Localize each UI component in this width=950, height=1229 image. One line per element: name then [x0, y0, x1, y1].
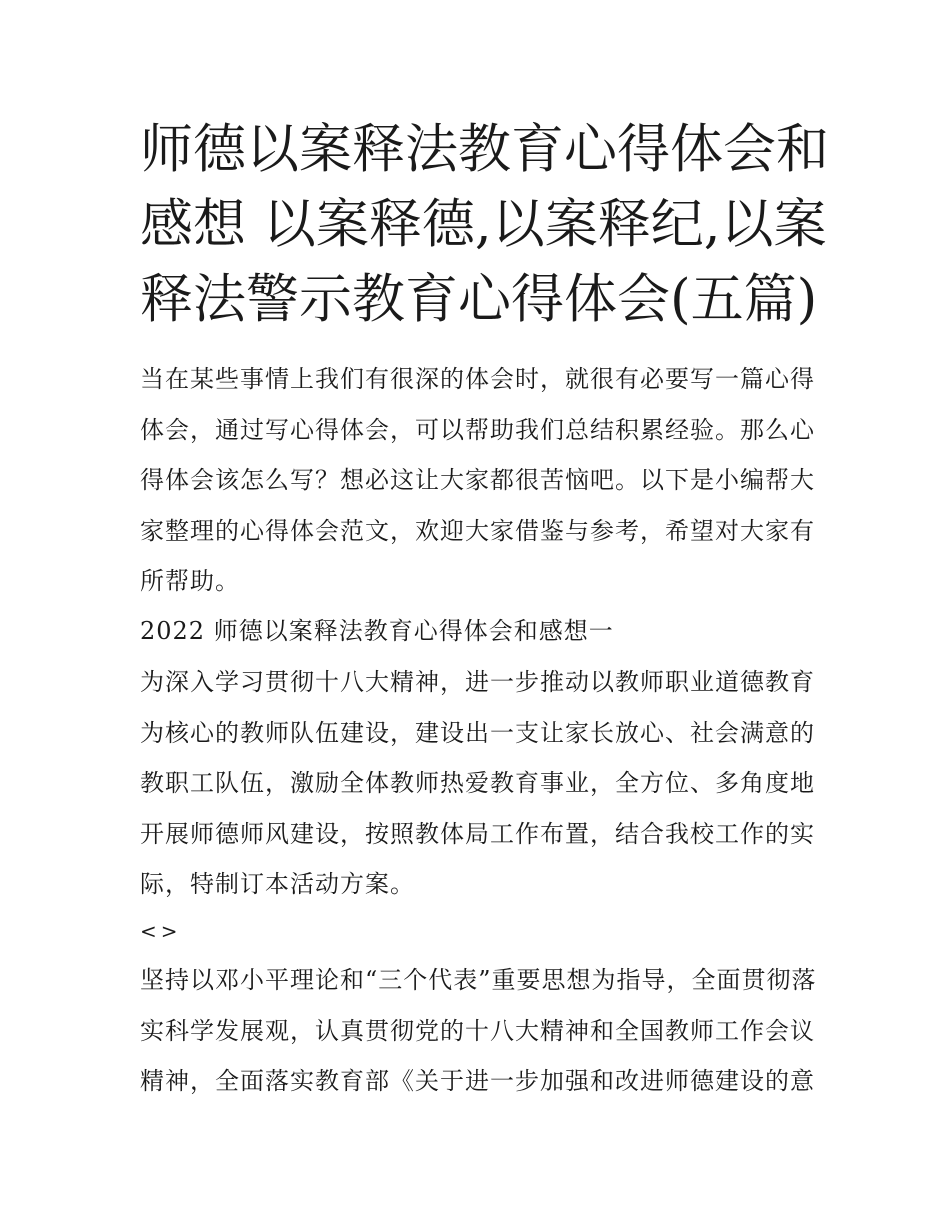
text-line: 所帮助。 [140, 567, 240, 595]
title-line: 师德以案释法教育心得体会和 [140, 119, 829, 180]
section-heading [140, 606, 820, 657]
text-line: 为核心的教师队伍建设，建设出一支让家长放心、社会满意的 [140, 718, 815, 747]
title-line: 感想 以案释德,以案释纪,以案 [140, 194, 827, 255]
marker-text: <> [140, 919, 182, 943]
placeholder-marker [140, 906, 820, 957]
section-heading-text: 2022 师德以案释法教育心得体会和感想一 [140, 617, 614, 645]
text-line: 体会，通过写心得体会，可以帮助我们总结积累经验。那么心 [140, 415, 815, 444]
text-line: 家整理的心得体会范文，欢迎大家借鉴与参考，希望对大家有 [140, 516, 815, 545]
section-paragraph [140, 657, 820, 910]
guideline-paragraph [140, 955, 820, 1107]
text-line: 开展师德师风建设，按照教体局工作布置，结合我校工作的实 [140, 819, 815, 848]
text-line: 际，特制订本活动方案。 [140, 870, 415, 898]
text-line: 坚持以邓小平理论和“三个代表”重要思想为指导，全面贯彻落 [140, 966, 817, 994]
text-line: 为深入学习贯彻十八大精神，进一步推动以教师职业道德教育 [140, 668, 815, 696]
intro-paragraph [140, 354, 820, 607]
text-line: 当在某些事情上我们有很深的体会时，就很有必要写一篇心得 [140, 365, 815, 393]
title-line: 释法警示教育心得体会(五篇) [140, 269, 818, 330]
document-title [140, 112, 840, 337]
text-line: 教职工队伍，激励全体教师热爱教育事业，全方位、多角度地 [140, 769, 815, 797]
text-line: 精神，全面落实教育部《关于进一步加强和改进师德建设的意 [140, 1067, 815, 1095]
text-line: 实科学发展观，认真贯彻党的十八大精神和全国教师工作会议 [140, 1016, 815, 1045]
text-line: 得体会该怎么写？想必这让大家都很苦恼吧。以下是小编帮大 [140, 466, 815, 494]
